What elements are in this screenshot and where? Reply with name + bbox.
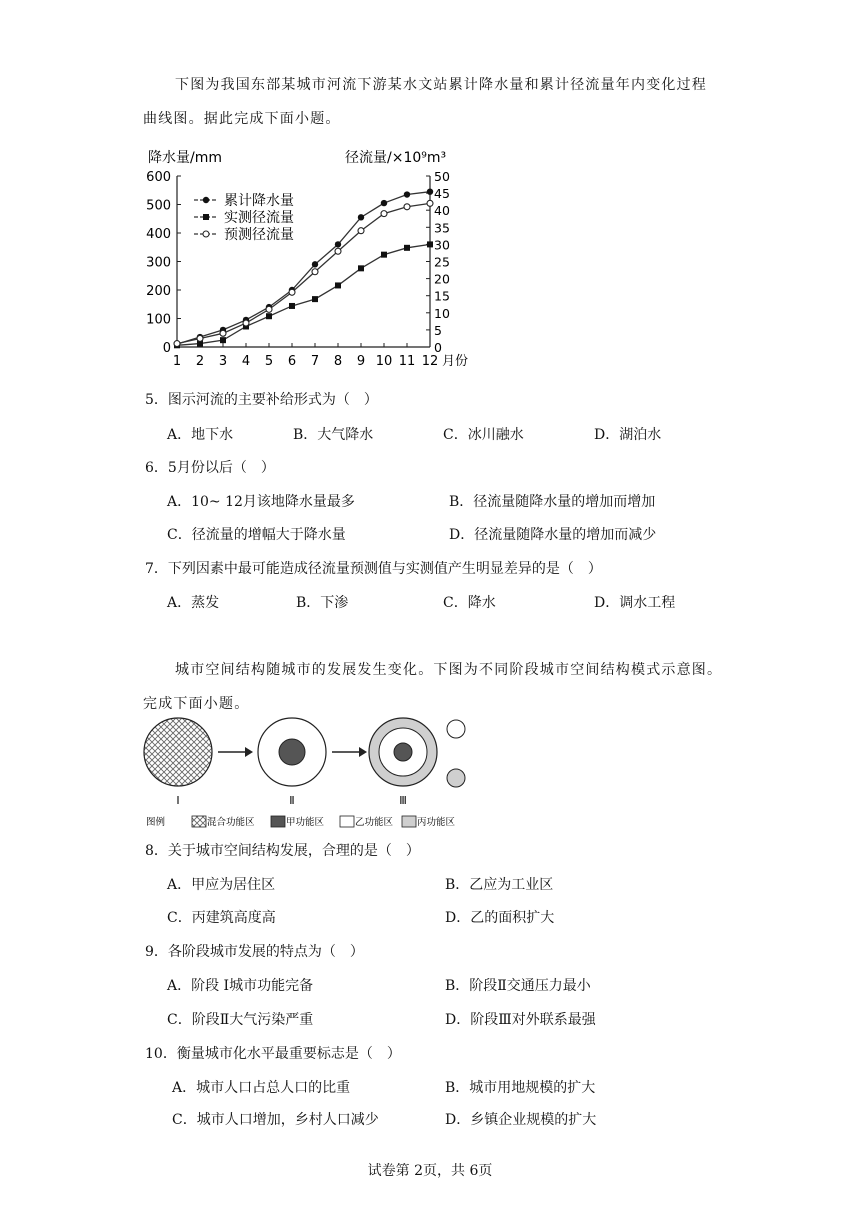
series-line-3 [177,203,430,343]
legend-marker-2 [203,214,209,220]
legend-mixed: 混合功能区 [207,817,255,828]
q6-option-b[interactable]: B．径流量随降水量的增加而增加 [449,494,656,510]
legend-label-1: 累计降水量 [224,193,294,209]
legend-bing-swatch [402,816,416,827]
stage-2-label: Ⅱ [289,794,295,807]
left-tick-label: 200 [146,284,171,299]
series-3-point [243,320,249,326]
right-tick-label: 20 [434,271,450,287]
q10-option-b[interactable]: B．城市用地规模的扩大 [445,1080,596,1096]
q6-option-c[interactable]: C．径流量的增幅大于降水量 [167,527,346,543]
left-axis-label: 降水量/mm [148,150,222,166]
x-tick-label: 6 [287,354,297,369]
legend-yi-swatch [340,816,354,827]
intro-line-2: 曲线图。据此完成下面小题。 [143,111,341,127]
series-2-point [289,303,295,309]
x-tick-label: 5 [264,354,274,369]
x-tick-label: 3 [218,354,228,369]
right-tick-label: 35 [434,220,450,236]
q8-option-d[interactable]: D．乙的面积扩大 [445,910,555,926]
series-1-point [358,214,364,220]
q5-option-b[interactable]: B．大气降水 [293,427,374,443]
intro2-line-2: 完成下面小题。 [143,696,250,712]
series-line-1 [177,192,430,344]
x-tick-label: 8 [333,354,343,369]
series-2-point [266,313,272,319]
series-3-point [312,269,318,275]
x-tick-label: 10 [375,354,393,369]
q8-option-c[interactable]: C．丙建筑高度高 [167,910,276,926]
series-2-point [427,241,433,247]
arrow-1-head [245,747,253,757]
q8-option-a[interactable]: A．甲应为居住区 [167,877,276,893]
stage-3-core [394,743,412,761]
urban-structure-diagram [140,712,480,834]
series-2-point [381,252,387,258]
series-3-point [266,306,272,312]
x-tick-label: 2 [195,354,205,369]
series-3-point [427,200,433,206]
series-line-2 [177,244,430,345]
runoff-precipitation-chart [140,140,470,372]
arrow-2-head [359,747,367,757]
question-9: 9．各阶段城市发展的特点为（ ） [145,944,364,960]
x-tick-label: 11 [398,354,416,369]
stage-1-label: Ⅰ [176,794,180,807]
left-tick-label: 400 [146,227,171,242]
q10-option-a[interactable]: A．城市人口占总人口的比重 [172,1080,351,1096]
series-3-point [220,330,226,336]
q5-option-a[interactable]: A．地下水 [167,427,234,443]
q9-option-a[interactable]: A．阶段 Ⅰ城市功能完备 [167,978,314,994]
q5-option-c[interactable]: C．冰川融水 [443,427,524,443]
right-axis-label: 径流量/×10⁹m³ [345,150,447,166]
right-tick-label: 40 [434,203,450,219]
satellite-grey [447,769,465,787]
question-5: 5．图示河流的主要补给形式为（ ） [145,392,378,408]
q7-option-c[interactable]: C．降水 [443,595,496,611]
left-tick-label: 600 [146,170,171,185]
stage-2-core [279,739,305,765]
question-6: 6．5月份以后（ ） [145,460,275,476]
series-1-point [312,261,318,267]
q6-option-d[interactable]: D．径流量随降水量的增加而减少 [449,527,657,543]
legend-jia: 甲功能区 [286,817,325,828]
question-7: 7．下列因素中最可能造成径流量预测值与实测值产生明显差异的是（ ） [145,561,602,577]
right-tick-label: 45 [434,186,450,202]
q6-option-a[interactable]: A．10~ 12月该地降水量最多 [167,494,355,510]
series-3-point [358,228,364,234]
q5-option-d[interactable]: D．湖泊水 [594,427,662,443]
series-2-point [220,337,226,343]
series-1-point [381,200,387,206]
x-tick-label: 12 [421,354,439,369]
question-8: 8．关于城市空间结构发展，合理的是（ ） [145,843,420,859]
series-3-point [289,289,295,295]
series-2-point [312,296,318,302]
q10-option-d[interactable]: D．乡镇企业规模的扩大 [445,1112,597,1128]
series-1-point [335,241,341,247]
x-tick-label: 4 [241,354,251,369]
right-tick-label: 10 [434,305,450,321]
intro-line-1: 下图为我国东部某城市河流下游某水文站累计降水量和累计径流量年内变化过程 [175,77,707,93]
x-axis-label: 月份 [442,354,469,369]
legend-mixed-swatch [192,816,206,827]
q7-option-a[interactable]: A．蒸发 [167,595,220,611]
legend-bing: 丙功能区 [417,817,456,828]
left-tick-label: 300 [146,255,171,271]
series-2-point [358,265,364,271]
series-3-point [335,248,341,254]
intro2-line-1: 城市空间结构随城市的发展发生变化。下图为不同阶段城市空间结构模式示意图。 [175,662,723,678]
legend-label-3: 预测径流量 [224,227,294,243]
left-tick-label: 500 [146,198,171,214]
series-3-point [381,211,387,217]
right-tick-label: 5 [434,322,442,338]
satellite-white [447,720,465,738]
q9-option-b[interactable]: B．阶段Ⅱ交通压力最小 [445,978,591,994]
question-10: 10．衡量城市化水平最重要标志是（ ） [145,1046,401,1062]
q9-option-d[interactable]: D．阶段Ⅲ对外联系最强 [445,1012,596,1028]
series-2-point [404,245,410,251]
left-tick-label: 100 [146,312,171,328]
q10-option-c[interactable]: C．城市人口增加，乡村人口减少 [172,1112,379,1128]
legend-marker-3 [203,231,209,237]
legend-label-2: 实测径流量 [224,210,294,226]
legend-jia-swatch [271,816,285,827]
series-3-point [197,335,203,341]
q7-option-b[interactable]: B．下渗 [296,595,349,611]
series-1-point [427,188,433,194]
stage-1-circle [144,718,212,786]
series-3-point [404,204,410,210]
legend-marker-1 [203,197,209,203]
series-1-point [404,191,410,197]
left-tick-label: 0 [162,341,171,356]
q8-option-b[interactable]: B．乙应为工业区 [445,877,554,893]
x-tick-label: 9 [356,354,366,369]
stage-3-label: Ⅲ [399,794,407,807]
right-tick-label: 15 [434,288,450,304]
x-tick-label: 7 [310,354,320,369]
x-tick-label: 1 [172,354,182,369]
series-2-point [335,282,341,288]
page-footer: 试卷第 2页，共 6页 [367,1163,493,1179]
right-tick-label: 50 [434,169,450,184]
right-tick-label: 0 [434,340,442,355]
q9-option-c[interactable]: C．阶段Ⅱ大气污染严重 [167,1012,314,1028]
legend-title: 图例 [146,817,166,828]
series-3-point [174,341,180,347]
q7-option-d[interactable]: D．调水工程 [594,595,676,611]
right-tick-label: 30 [434,237,450,253]
right-tick-label: 25 [434,254,450,270]
legend-yi: 乙功能区 [355,817,394,828]
